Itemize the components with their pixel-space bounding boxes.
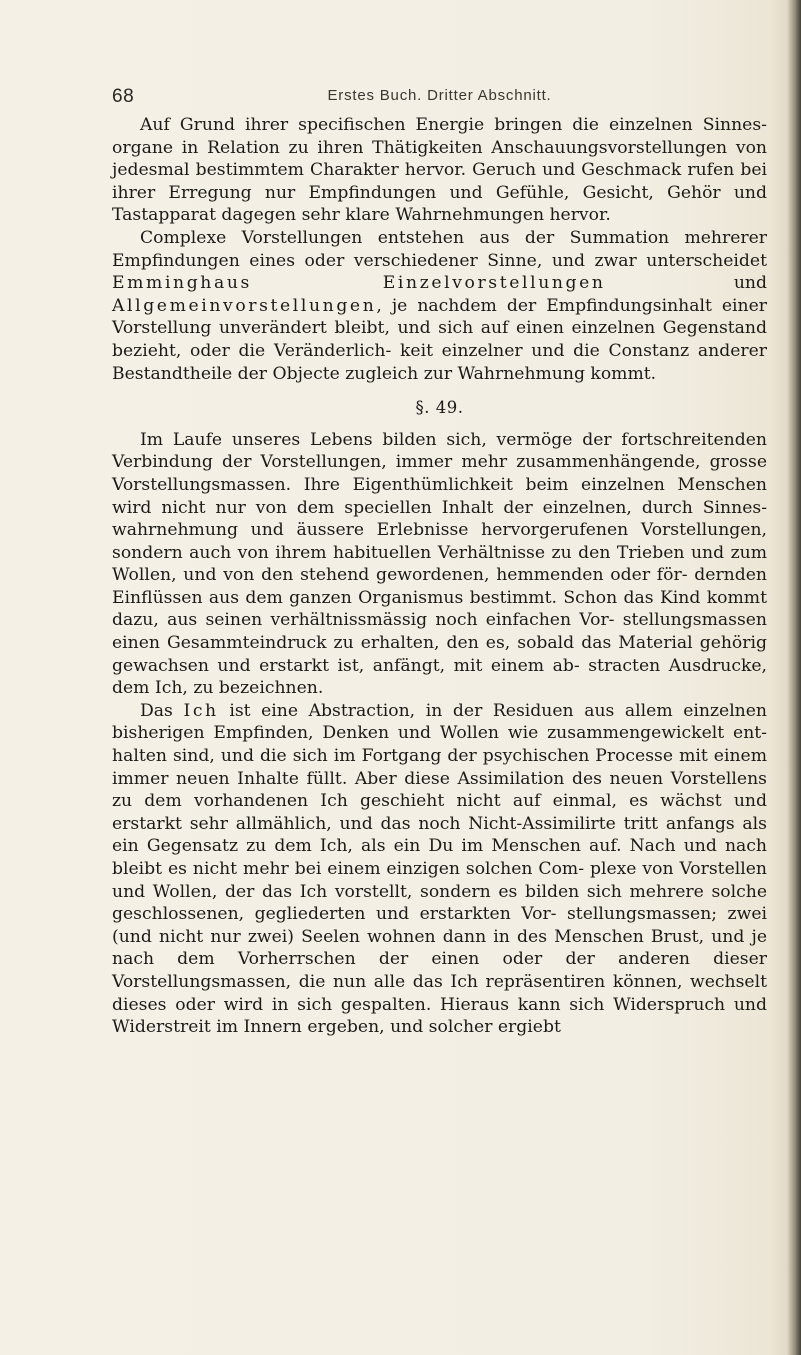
section-heading: §. 49. [415, 398, 464, 418]
spaced-term-einzelvorstellungen: Emminghaus Einzelvorstellungen [112, 273, 606, 294]
paragraph-2 [112, 227, 767, 385]
book-binding-edge [787, 0, 801, 1355]
paragraph-4-text-b: ist eine Abstraction, in der Residuen aus allem einzelnen bisherigen Empfinden, Denken und Wollen wie zusammengewickelt ent- halten sind, und die sich im Fortgang der psychischen Processe mit einem immer neuen Inhalte füllt. Aber diese Assimilation des neuen Vorstellens zu dem vorhandenen Ich geschieht nicht auf einmal, es wächst und erstarkt sehr allmählich, und das noch Nicht-Assimilirte tritt anfangs als ein Gegensatz zu dem Ich, als ein Du im Menschen auf. Nach und nach bleibt es nicht mehr bei einem einzigen solchen Com- plexe von Vorstellen und Wollen, der das Ich vorstellt, sondern es bilden sich mehrere solche geschlossenen, gegliederten und erstarkten Vor- stellungsmassen; zwei (und nicht nur zwei) Seelen wohnen dann in des Menschen Brust, und je nach dem Vorherrschen der einen oder der anderen dieser Vorstellungsmassen, die nun alle das Ich repräsentiren können, wechselt dieses oder wird in sich gespalten. Hieraus kann sich Widerspruch und Widerstreit im Innern ergeben, und solcher ergiebt [112, 700, 767, 1038]
paragraph-3: Im Laufe unseres Lebens bilden sich, vermöge der fortschreitenden Verbindung der Vorstellungen, immer mehr zusammenhängende, grosse Vorstellungsmassen. Ihre Eigenthümlichkeit beim einzelnen Menschen wird nicht nur von dem speciellen Inhalt der einzelnen, durch Sinnes- wahrnehmung und äussere Erlebnisse hervorgerufenen Vorstellungen, sondern auch von ihrem habituellen Verhältnisse zu den Trieben und zum Wollen, und von den stehend gewordenen, hemmenden oder för- dernden Einflüssen aus dem ganzen Organismus bestimmt. Schon das Kind kommt dazu, aus seinen verhältnissmässig noch einfachen Vor- stellungsmassen einen Gesammteindruck zu erhalten, den es, sobald das Material gehörig gewachsen und erstarkt ist, anfängt, mit einem ab- stracten Ausdrucke, dem Ich, zu bezeichnen. [112, 429, 767, 699]
paragraph-2-text-b: und [605, 273, 767, 294]
page-number: 68 [112, 86, 135, 107]
paragraph-1: Auf Grund ihrer specifischen Energie bringen die einzelnen Sinnes- organe in Relation zu ihren Thätigkeiten Anschauungsvorstellungen von jedesmal bestimmtem Charakter hervor. Geruch und Geschmack rufen bei ihrer Erregung nur Empfindungen und Gefühle, Gesicht, Gehör und Tastapparat dagegen sehr klare Wahrnehmungen hervor. [112, 115, 767, 226]
paragraph-2-text-c: , je nachdem der Empfindungsinhalt einer Vorstellung unverändert bleibt, und sich auf einen einzelnen Gegenstand bezieht, oder die Veränderlich- keit einzelner und die Constanz anderer Bestandtheile der Objecte zugleich zur Wahrnehmung kommt. [112, 295, 767, 384]
running-head [112, 86, 767, 110]
paragraph-4 [112, 700, 767, 1039]
running-title: Erstes Buch. Dritter Abschnitt. [327, 87, 552, 104]
spaced-term-allgemeinvorstellungen: Allgemeinvorstellungen [112, 295, 377, 316]
paragraph-2-text-a: Complexe Vorstellungen entstehen aus der Summation mehrerer Empfindungen eines oder verschiedener Sinne, und zwar unterscheidet [112, 227, 767, 271]
body-text [112, 114, 767, 1039]
paragraph-4-text-a: Das [140, 700, 184, 721]
spaced-term-ich: Ich [183, 700, 219, 721]
